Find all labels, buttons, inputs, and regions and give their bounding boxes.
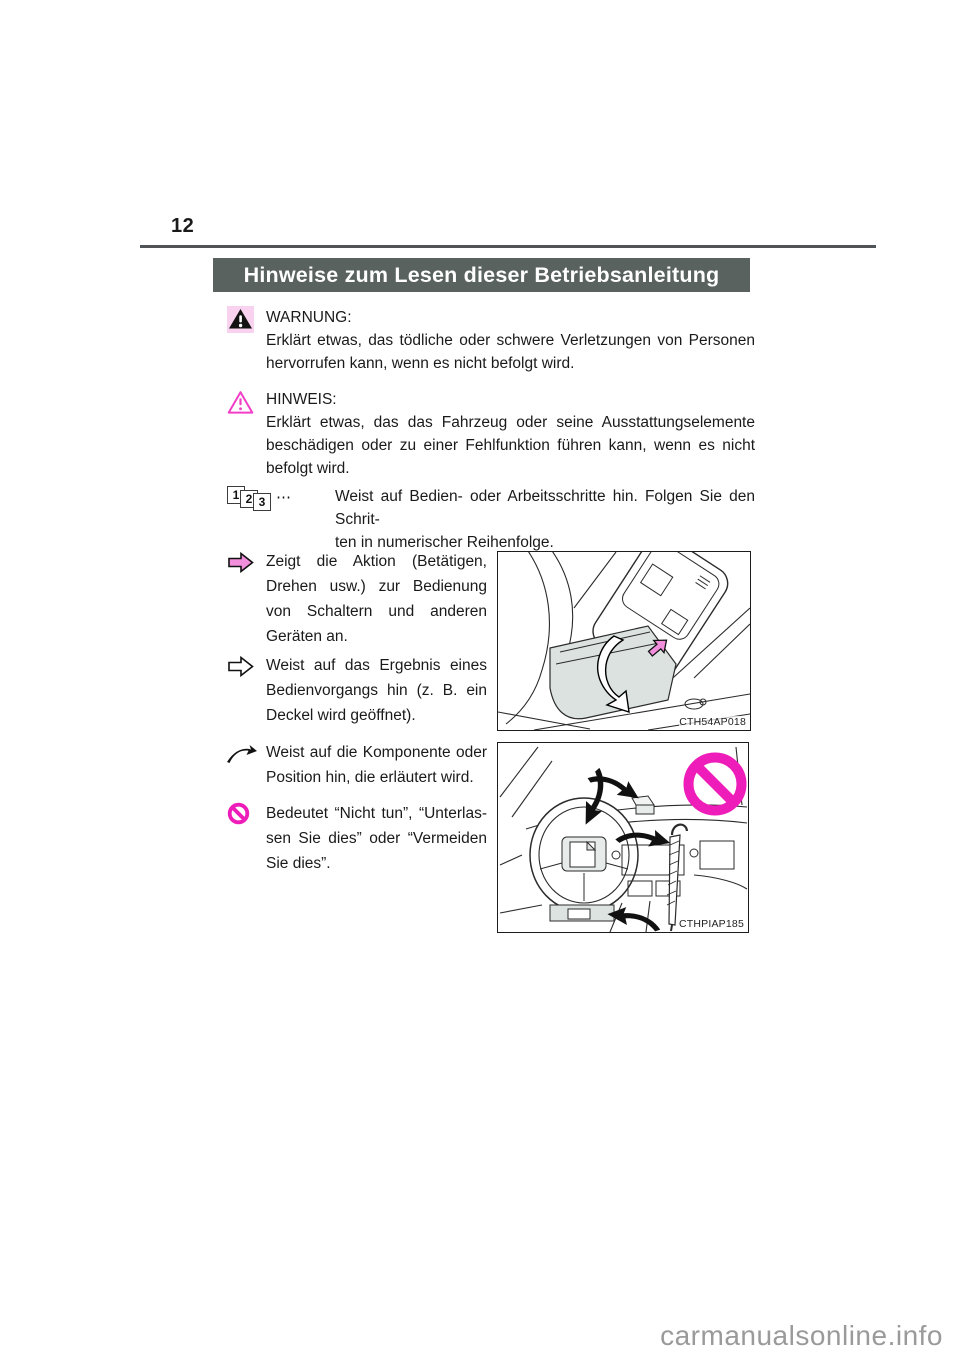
notice-line: befolgt wird. bbox=[266, 460, 350, 477]
steps-line: ten in numerischer Reihenfolge. bbox=[335, 534, 554, 551]
dashboard-illustration bbox=[497, 742, 749, 933]
action-line: Drehen usw.) zur Bedienung bbox=[266, 578, 487, 595]
prohibition-line: Bedeutet “Nicht tun”, “Unterlas- bbox=[266, 805, 487, 822]
step-square-1: 1 bbox=[227, 486, 245, 504]
steps-line: Weist auf Bedien- oder Arbeitsschritte hin. Folgen Sie den Schrit- bbox=[335, 488, 755, 528]
notice-triangle-icon bbox=[227, 390, 254, 420]
section-title-bar bbox=[213, 258, 750, 292]
warning-line: hervorrufen kann, wenn es nicht befolgt wird. bbox=[266, 355, 575, 372]
steps-section bbox=[227, 485, 755, 554]
white-block-arrow-icon bbox=[227, 655, 255, 683]
result-line: Bedienvorgangs hin (z. B. ein bbox=[266, 682, 487, 699]
black-curved-arrow-icon bbox=[227, 744, 257, 769]
action-line: von Schaltern und anderen bbox=[266, 603, 487, 620]
notice-section bbox=[227, 388, 755, 480]
overhead-console-illustration bbox=[497, 551, 751, 731]
prohibition-line: sen Sie dies” oder “Vermeiden bbox=[266, 830, 487, 847]
component-legend-item bbox=[227, 740, 487, 790]
notice-heading: HINWEIS: bbox=[266, 391, 337, 408]
result-line: Deckel wird geöffnet). bbox=[266, 707, 416, 724]
result-line: Weist auf das Ergebnis eines bbox=[266, 657, 487, 674]
action-line: Zeigt die Aktion (Betätigen, bbox=[266, 553, 487, 570]
page-title: Hinweise zum Lesen dieser Betriebsanleitung bbox=[243, 262, 720, 287]
header-rule bbox=[140, 245, 876, 248]
numbered-steps-icon bbox=[227, 486, 305, 514]
warning-line: Erklärt etwas, das tödliche oder schwere Verletzungen von Personen bbox=[266, 332, 755, 349]
notice-line: beschädigen oder zu einer Fehlfunktion führen kann, wenn es nicht bbox=[266, 437, 755, 454]
component-line: Weist auf die Komponente oder bbox=[266, 744, 487, 761]
step-square-3: 3 bbox=[253, 493, 271, 511]
action-legend-item bbox=[227, 549, 487, 649]
prohibition-circle-icon bbox=[227, 802, 250, 830]
figure-code-label: CTHPIAP185 bbox=[678, 918, 744, 930]
prohibition-legend-item bbox=[227, 801, 487, 876]
result-legend-item bbox=[227, 653, 487, 728]
action-line: Geräten an. bbox=[266, 628, 348, 645]
pink-block-arrow-icon bbox=[227, 551, 255, 579]
warning-section bbox=[227, 306, 755, 375]
watermark-text: carmanualsonline.info bbox=[660, 1320, 943, 1351]
warning-heading: WARNUNG: bbox=[266, 309, 352, 326]
step-square-2: 2 bbox=[240, 490, 258, 508]
ellipsis-icon: ⋯ bbox=[276, 489, 292, 506]
page-number: 12 bbox=[171, 215, 195, 237]
figure-code-label: CTH54AP018 bbox=[679, 716, 746, 728]
prohibition-line: Sie dies”. bbox=[266, 855, 331, 872]
component-line: Position hin, die erläutert wird. bbox=[266, 769, 474, 786]
notice-line: Erklärt etwas, das das Fahrzeug oder seine Ausstattungselemente bbox=[266, 414, 755, 431]
warning-triangle-icon bbox=[227, 306, 254, 338]
